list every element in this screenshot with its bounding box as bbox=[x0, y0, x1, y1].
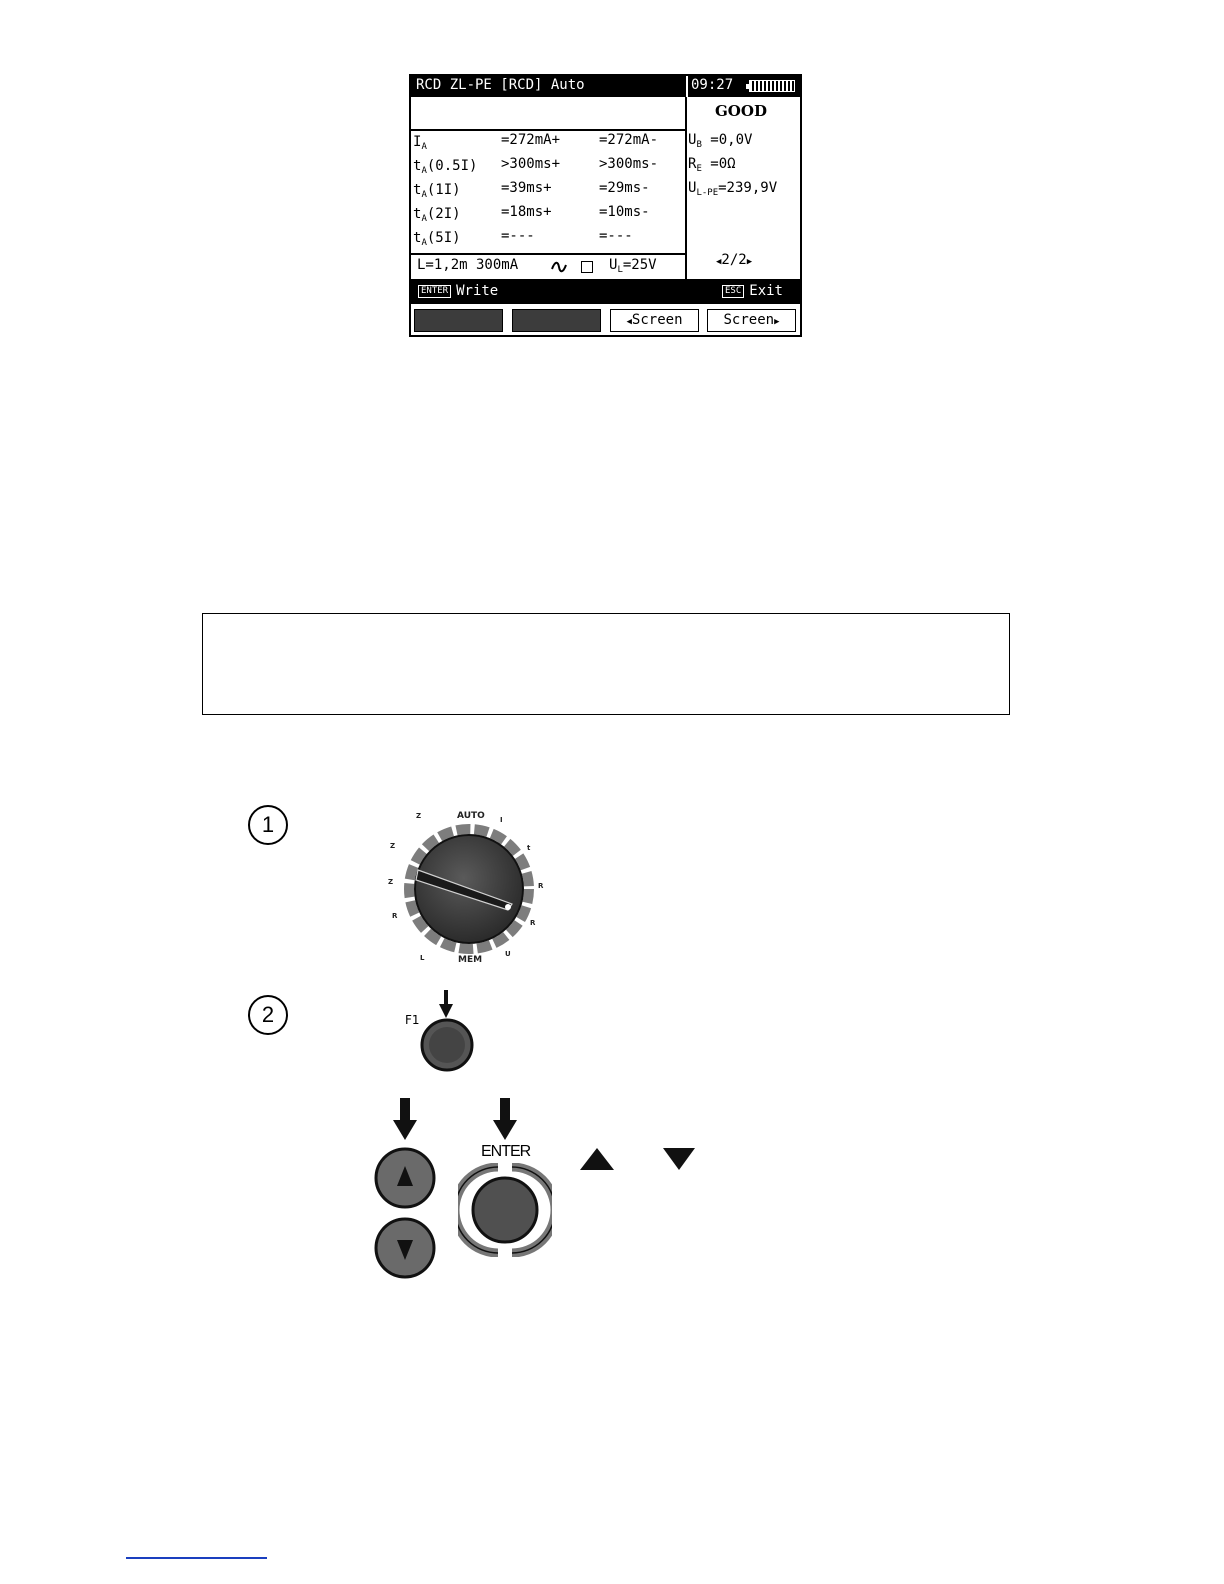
dial-label-zlpe-rcd: Z bbox=[388, 878, 394, 886]
step-number-2: 2 bbox=[248, 995, 288, 1035]
note-box bbox=[202, 613, 1010, 715]
triangle-down-icon bbox=[663, 1148, 695, 1172]
triangle-up-icon bbox=[580, 1148, 614, 1172]
dial-label-riso: R bbox=[530, 919, 536, 927]
rotary-switch[interactable] bbox=[380, 800, 550, 970]
function-button-1[interactable] bbox=[414, 309, 503, 332]
down-key[interactable] bbox=[373, 1216, 437, 1280]
row-value-minus: =10ms- bbox=[599, 204, 650, 220]
dial-label-re: R bbox=[538, 882, 544, 890]
esc-hint: ESC Exit bbox=[722, 283, 783, 299]
row-value-plus: >300ms+ bbox=[501, 156, 561, 172]
enter-key[interactable] bbox=[458, 1163, 552, 1257]
dial-label-ufs: U bbox=[505, 950, 511, 958]
dial-label-rcont: R bbox=[392, 912, 398, 920]
row-label-ia: $I_A$ bbox=[413, 134, 427, 152]
header-divider bbox=[411, 129, 685, 131]
footer-link-underline bbox=[126, 1557, 267, 1559]
settings-line: L=1,2m 300mA bbox=[417, 257, 519, 273]
title-bar bbox=[411, 76, 800, 97]
row-value-plus: =39ms+ bbox=[501, 180, 552, 196]
dial-label-zlnl: Z bbox=[416, 812, 422, 820]
row-value-minus: =--- bbox=[599, 228, 633, 244]
dial-label-zlpe: Z bbox=[390, 842, 396, 850]
clock: 09:27 bbox=[691, 77, 734, 93]
f1-key[interactable] bbox=[419, 1017, 475, 1073]
enter-key-icon: ENTER bbox=[418, 285, 451, 298]
ac-wave-icon bbox=[551, 261, 567, 273]
arrow-down-icon bbox=[438, 990, 454, 1020]
column-divider bbox=[685, 97, 687, 279]
dial-label-ia: I bbox=[500, 816, 503, 824]
row-label-ta-2: $t_A(2I)$ bbox=[413, 206, 461, 224]
function-button-2[interactable] bbox=[512, 309, 601, 332]
page-indicator[interactable]: ◀2/2▶ bbox=[716, 252, 753, 268]
row-label-ta-1: $t_A(1I)$ bbox=[413, 182, 461, 200]
arrow-down-icon bbox=[393, 1098, 417, 1142]
row-value-minus: >300ms- bbox=[599, 156, 659, 172]
up-key[interactable] bbox=[373, 1146, 437, 1210]
dial-label-mem: MEM bbox=[458, 955, 483, 965]
chevron-right-icon: ▶ bbox=[746, 257, 753, 267]
settings-divider bbox=[411, 253, 685, 255]
row-value-plus: =18ms+ bbox=[501, 204, 552, 220]
meter-screen bbox=[409, 74, 802, 337]
result-status: GOOD bbox=[715, 102, 767, 120]
enter-label: ENTER bbox=[481, 1143, 531, 1160]
title-separator bbox=[686, 76, 688, 97]
row-label-ta-05: $t_A(0.5I)$ bbox=[413, 158, 478, 176]
battery-icon bbox=[749, 80, 795, 92]
dial-label-phase: L bbox=[420, 954, 425, 962]
ul-setting: $U_L=25V$ bbox=[609, 257, 657, 275]
chevron-left-icon: ◀ bbox=[716, 257, 722, 267]
key-bar bbox=[411, 279, 800, 304]
row-value-minus: =272mA- bbox=[599, 132, 659, 148]
enter-hint: ENTER Write bbox=[418, 283, 498, 299]
row-value-minus: =29ms- bbox=[599, 180, 650, 196]
chevron-left-icon: ◀ bbox=[626, 317, 632, 327]
step-number-1: 1 bbox=[248, 805, 288, 845]
row-value-plus: =--- bbox=[501, 228, 535, 244]
screen-prev-button[interactable]: ◀Screen bbox=[610, 309, 699, 332]
screen-title: RCD ZL-PE [RCD] Auto bbox=[416, 77, 585, 93]
side-value-re: $R_E =0\Omega$ bbox=[688, 156, 736, 174]
esc-key-icon: ESC bbox=[722, 285, 744, 298]
side-value-ub: $U_B =0,0V$ bbox=[688, 132, 753, 150]
arrow-down-icon bbox=[493, 1098, 517, 1142]
side-value-ulpe: $U_{L-PE}=239,9V$ bbox=[688, 180, 778, 198]
dial-label-auto: AUTO bbox=[457, 811, 485, 821]
row-value-plus: =272mA+ bbox=[501, 132, 561, 148]
chevron-right-icon: ▶ bbox=[774, 317, 780, 327]
square-icon bbox=[581, 261, 593, 273]
screen-next-button[interactable]: Screen▶ bbox=[707, 309, 796, 332]
f1-label: F1 bbox=[405, 1013, 420, 1027]
dial-label-ta: t bbox=[527, 844, 531, 852]
row-label-ta-5: $t_A(5I)$ bbox=[413, 230, 461, 248]
